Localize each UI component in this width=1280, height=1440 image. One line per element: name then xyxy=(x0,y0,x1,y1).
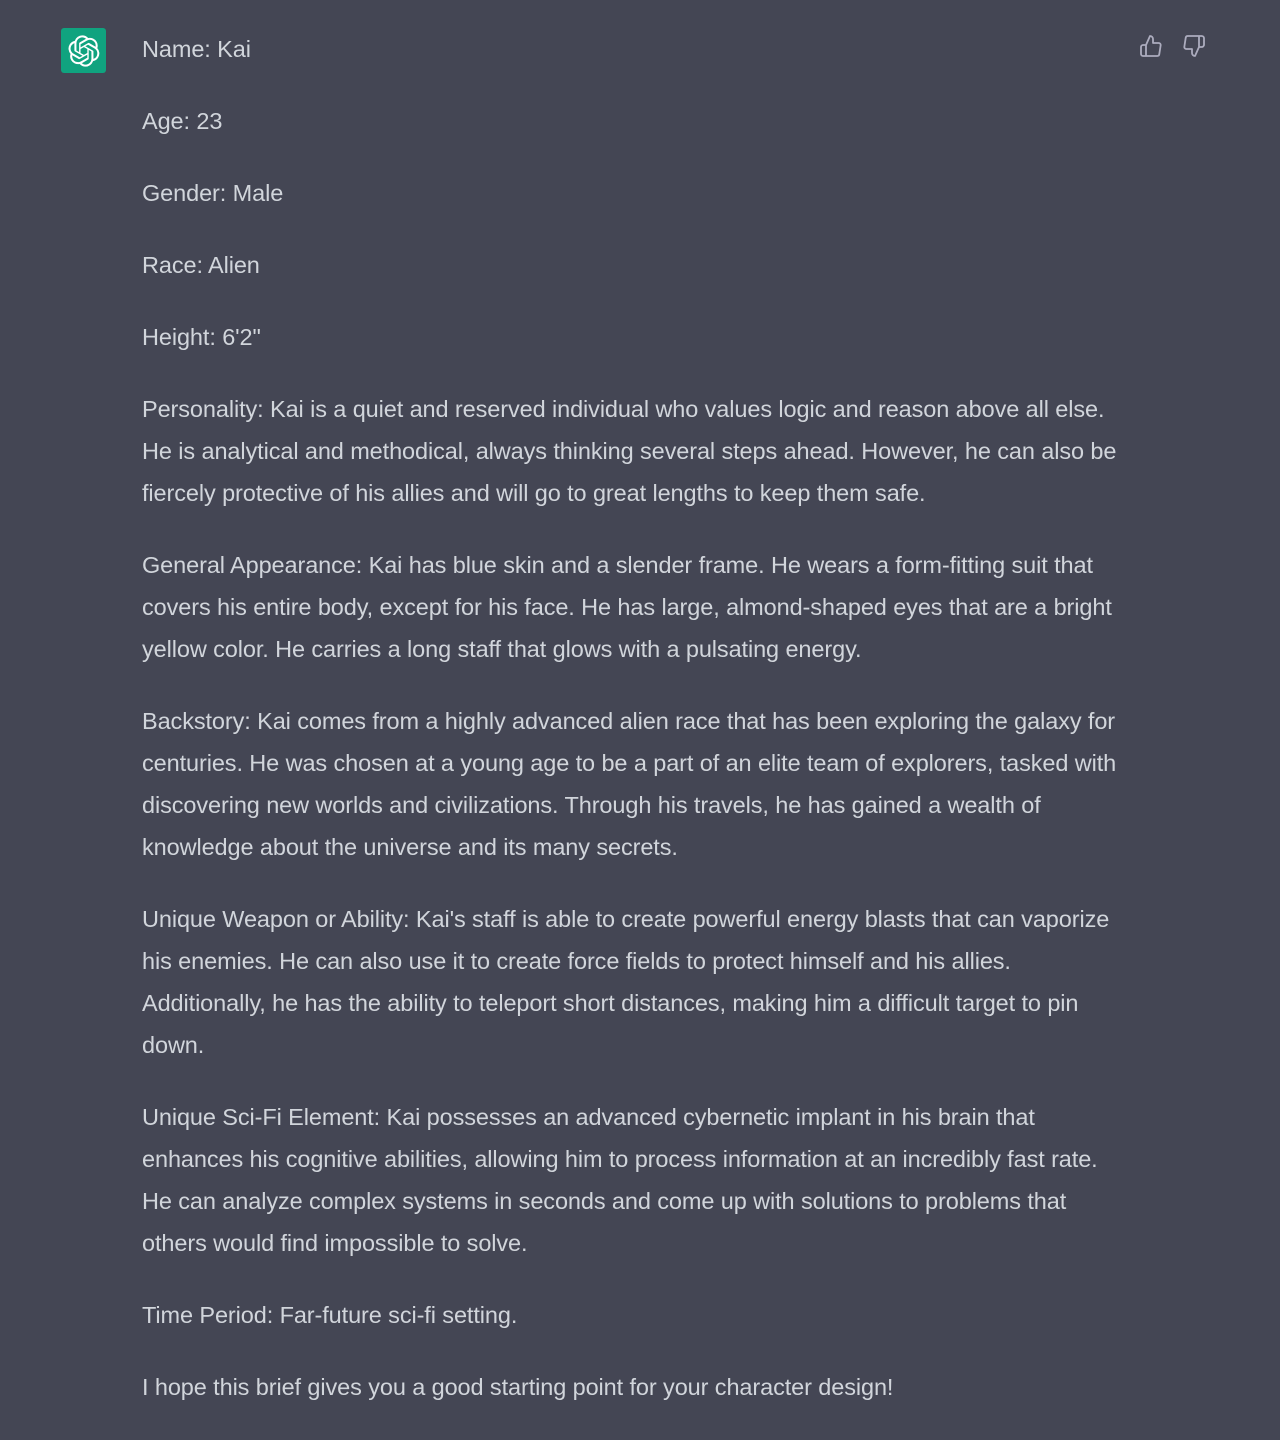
message-paragraph-weapon: Unique Weapon or Ability: Kai's staff is able to create powerful energy blasts that can vaporize his enemies. He can also use it to create force fields to protect himself and his allies. Additionally, he has the ability to teleport short distances, making him a difficult target to pin down. xyxy=(142,906,1110,1058)
message-paragraph-race: Race: Alien xyxy=(142,252,260,278)
message-paragraph-name: Name: Kai xyxy=(142,36,251,62)
message-paragraph-backstory: Backstory: Kai comes from a highly advanced alien race that has been exploring the galaxy for centuries. He was chosen at a young age to be a part of an elite team of explorers, tasked with discovering new worlds and civilizations. Through his travels, he has gained a wealth of knowledge about the universe and its many secrets. xyxy=(142,708,1117,860)
message-paragraph-personality: Personality: Kai is a quiet and reserved individual who values logic and reason above all else. He is analytical and methodical, always thinking several steps ahead. However, he can also be fiercely protective of his allies and will go to great lengths to keep them safe. xyxy=(142,396,1117,506)
thumbs-down-icon xyxy=(1182,34,1206,58)
thumbs-up-button[interactable] xyxy=(1138,33,1163,58)
message-paragraph-gender: Gender: Male xyxy=(142,180,284,206)
message-paragraph-closing: I hope this brief gives you a good starting point for your character design! xyxy=(142,1374,894,1400)
assistant-avatar xyxy=(61,28,106,73)
message-paragraph-scifi: Unique Sci-Fi Element: Kai possesses an advanced cybernetic implant in his brain that enhances his cognitive abilities, allowing him to process information at an incredibly fast rate. He can analyze complex systems in seconds and come up with solutions to problems that others would find impossible to solve. xyxy=(142,1104,1098,1256)
message-paragraph-age: Age: 23 xyxy=(142,108,223,134)
openai-logo-icon xyxy=(68,35,100,67)
message-paragraph-appearance: General Appearance: Kai has blue skin and a slender frame. He wears a form-fitting suit that covers his entire body, except for his face. He has large, almond-shaped eyes that are a bright yellow color. He carries a long staff that glows with a pulsating energy. xyxy=(142,552,1112,662)
assistant-message-content xyxy=(142,28,1132,1438)
thumbs-up-icon xyxy=(1139,34,1163,58)
thumbs-down-button[interactable] xyxy=(1181,33,1206,58)
message-paragraph-height: Height: 6'2" xyxy=(142,324,261,350)
feedback-buttons xyxy=(1138,33,1206,58)
message-paragraph-time-period: Time Period: Far-future sci-fi setting. xyxy=(142,1302,518,1328)
